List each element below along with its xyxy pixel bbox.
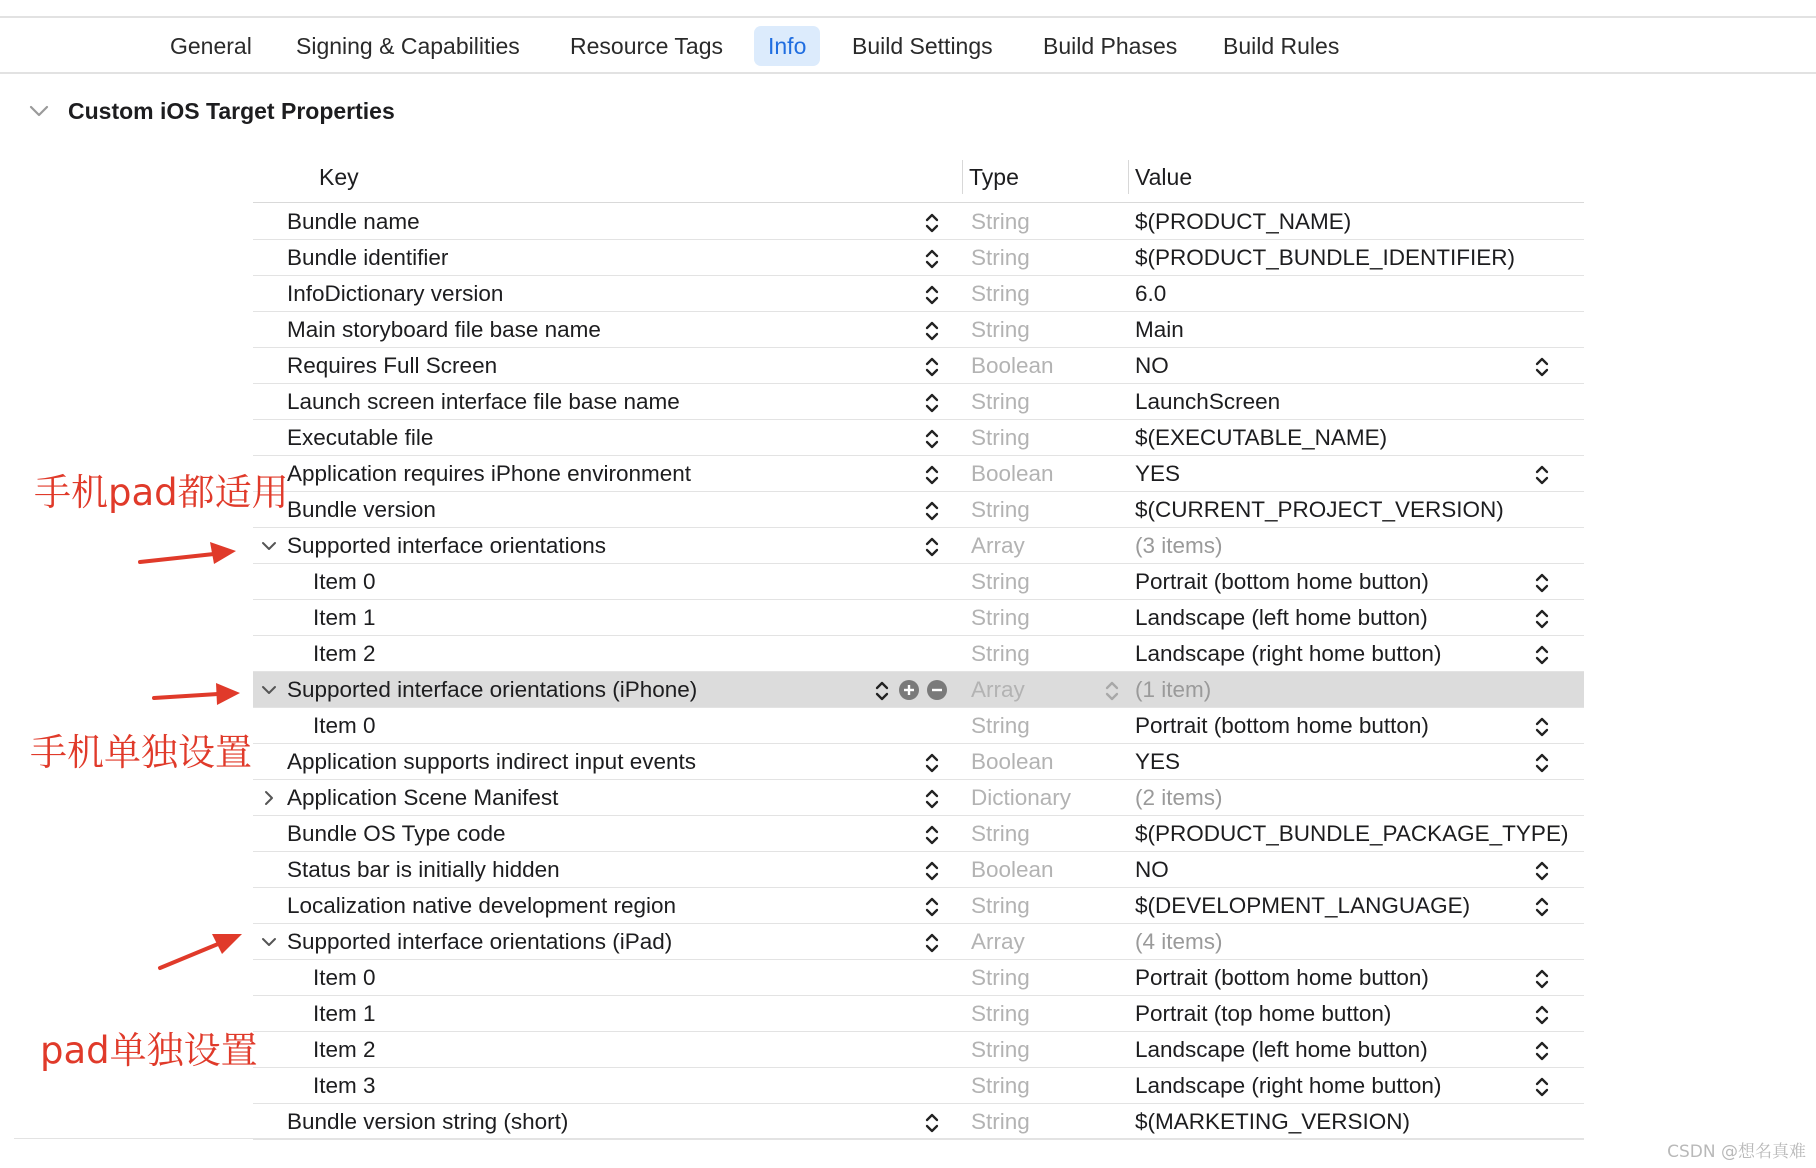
chevron-down-icon[interactable] <box>26 98 52 124</box>
key-cell[interactable]: Item 0 <box>313 569 376 594</box>
value-cell[interactable]: Landscape (right home button) <box>1135 641 1442 666</box>
key-cell[interactable]: Application requires iPhone environment <box>287 461 691 486</box>
type-cell[interactable]: Boolean <box>971 353 1054 378</box>
value-cell[interactable]: Portrait (bottom home button) <box>1135 569 1429 594</box>
section-title: Custom iOS Target Properties <box>68 98 395 124</box>
remove-icon[interactable] <box>926 679 948 701</box>
value-cell[interactable]: YES <box>1135 461 1181 486</box>
key-stepper-icon[interactable] <box>923 750 941 776</box>
value-cell[interactable]: $(DEVELOPMENT_LANGUAGE) <box>1135 893 1471 918</box>
key-cell[interactable]: Item 2 <box>313 641 376 666</box>
key-stepper-icon[interactable] <box>923 426 941 452</box>
annotation-arrow <box>150 680 244 710</box>
value-stepper-icon[interactable] <box>1533 1002 1551 1028</box>
key-cell[interactable]: Bundle name <box>287 209 420 234</box>
key-cell[interactable]: Bundle OS Type code <box>287 821 506 846</box>
bottom-divider <box>14 1138 1584 1139</box>
value-cell[interactable]: Landscape (left home button) <box>1135 605 1428 630</box>
plist-row[interactable] <box>253 1104 1584 1140</box>
key-stepper-icon[interactable] <box>923 498 941 524</box>
column-separator <box>1128 160 1129 194</box>
key-cell[interactable]: Localization native development region <box>287 893 677 918</box>
value-cell[interactable]: NO <box>1135 857 1169 882</box>
key-cell[interactable]: Item 0 <box>313 713 376 738</box>
add-icon[interactable] <box>898 679 920 701</box>
tab-resource-tags[interactable]: Resource Tags <box>570 33 723 59</box>
tab-build-rules[interactable]: Build Rules <box>1223 33 1340 59</box>
value-stepper-icon[interactable] <box>1533 858 1551 884</box>
value-stepper-icon[interactable] <box>1533 642 1551 668</box>
column-header-key[interactable]: Key <box>319 164 359 190</box>
type-cell[interactable]: String <box>971 1073 1030 1098</box>
key-stepper-icon[interactable] <box>923 822 941 848</box>
type-cell[interactable]: String <box>971 389 1030 414</box>
tab-info[interactable]: Info <box>754 26 820 66</box>
type-cell[interactable]: String <box>971 965 1030 990</box>
key-stepper-icon[interactable] <box>923 210 941 236</box>
type-cell[interactable]: String <box>971 569 1030 594</box>
plist-row[interactable] <box>253 888 1584 924</box>
value-cell[interactable]: Portrait (bottom home button) <box>1135 713 1429 738</box>
tab-build-phases[interactable]: Build Phases <box>1043 33 1178 59</box>
value-cell[interactable]: $(PRODUCT_BUNDLE_PACKAGE_TYPE) <box>1135 821 1569 846</box>
key-cell[interactable]: Bundle version string (short) <box>287 1109 569 1134</box>
type-cell[interactable]: String <box>971 1037 1030 1062</box>
plist-row[interactable] <box>253 384 1584 420</box>
plist-row[interactable] <box>253 924 1584 960</box>
plist-child-row[interactable] <box>253 600 1584 636</box>
plist-row[interactable] <box>253 492 1584 528</box>
column-header-type[interactable]: Type <box>969 164 1019 190</box>
plist-row[interactable] <box>253 852 1584 888</box>
key-stepper-icon[interactable] <box>923 282 941 308</box>
plist-row[interactable] <box>253 780 1584 816</box>
key-cell[interactable]: Launch screen interface file base name <box>287 389 680 414</box>
value-cell[interactable]: $(MARKETING_VERSION) <box>1135 1109 1411 1134</box>
key-stepper-icon[interactable] <box>923 390 941 416</box>
plist-child-row[interactable] <box>253 564 1584 600</box>
value-cell[interactable]: $(PRODUCT_BUNDLE_IDENTIFIER) <box>1135 245 1516 270</box>
plist-row[interactable] <box>253 528 1584 564</box>
key-cell[interactable]: Bundle version <box>287 497 436 522</box>
value-cell[interactable]: (1 item) <box>1135 677 1212 702</box>
key-cell[interactable]: Item 3 <box>313 1073 376 1098</box>
value-stepper-icon[interactable] <box>1533 570 1551 596</box>
plist-child-row[interactable] <box>253 996 1584 1032</box>
key-cell[interactable]: Item 2 <box>313 1037 376 1062</box>
editor-tab-bar <box>0 18 1816 72</box>
key-cell[interactable]: Bundle identifier <box>287 245 449 270</box>
key-stepper-icon[interactable] <box>923 246 941 272</box>
header-divider <box>253 202 1584 203</box>
annotation-arrow <box>136 538 240 568</box>
key-cell[interactable]: Supported interface orientations (iPad) <box>287 929 673 954</box>
type-stepper-icon[interactable] <box>1103 678 1121 704</box>
type-cell[interactable]: Array <box>971 533 1025 558</box>
plist-row[interactable] <box>253 204 1584 240</box>
annotation-arrow <box>156 928 246 972</box>
value-cell[interactable]: (3 items) <box>1135 533 1223 558</box>
column-header-value[interactable]: Value <box>1135 164 1193 190</box>
type-cell[interactable]: String <box>971 821 1030 846</box>
type-cell[interactable]: Array <box>971 677 1025 702</box>
value-stepper-icon[interactable] <box>1533 714 1551 740</box>
annotation-both-devices: 手机pad都适用 <box>34 471 289 514</box>
plist-row[interactable] <box>253 348 1584 384</box>
plist-row[interactable] <box>253 312 1584 348</box>
value-stepper-icon[interactable] <box>1533 894 1551 920</box>
key-stepper-icon[interactable] <box>923 894 941 920</box>
chevron-right-icon[interactable] <box>259 788 279 808</box>
key-cell[interactable]: Executable file <box>287 425 434 450</box>
key-stepper-icon[interactable] <box>923 534 941 560</box>
type-cell[interactable]: Dictionary <box>971 785 1072 810</box>
key-stepper-icon[interactable] <box>923 462 941 488</box>
annotation-ipad-only: pad单独设置 <box>40 1029 258 1072</box>
value-stepper-icon[interactable] <box>1533 966 1551 992</box>
key-cell[interactable]: InfoDictionary version <box>287 281 504 306</box>
key-cell[interactable]: Main storyboard file base name <box>287 317 601 342</box>
chevron-down-icon[interactable] <box>259 932 279 952</box>
value-stepper-icon[interactable] <box>1533 354 1551 380</box>
value-stepper-icon[interactable] <box>1533 750 1551 776</box>
type-cell[interactable]: String <box>971 1001 1030 1026</box>
key-cell[interactable]: Item 1 <box>313 605 376 630</box>
plist-row[interactable] <box>253 816 1584 852</box>
plist-child-row[interactable] <box>253 636 1584 672</box>
type-cell[interactable]: String <box>971 281 1030 306</box>
value-cell[interactable]: Landscape (left home button) <box>1135 1037 1428 1062</box>
watermark: CSDN @想名真难 <box>1667 1142 1806 1162</box>
key-cell[interactable]: Supported interface orientations (iPhone) <box>287 677 698 702</box>
key-cell[interactable]: Item 0 <box>313 965 376 990</box>
type-cell[interactable]: Boolean <box>971 461 1054 486</box>
type-cell[interactable]: Boolean <box>971 749 1054 774</box>
key-stepper-icon[interactable] <box>923 930 941 956</box>
plist-row[interactable] <box>253 456 1584 492</box>
key-stepper-icon[interactable] <box>873 678 891 704</box>
value-cell[interactable]: (4 items) <box>1135 929 1223 954</box>
key-cell[interactable]: Application Scene Manifest <box>287 785 559 810</box>
tab-signing-capabilities[interactable]: Signing & Capabilities <box>296 33 520 59</box>
value-cell[interactable]: (2 items) <box>1135 785 1223 810</box>
column-separator <box>962 160 963 194</box>
plist-row[interactable] <box>253 240 1584 276</box>
value-stepper-icon[interactable] <box>1533 462 1551 488</box>
value-cell[interactable]: LaunchScreen <box>1135 389 1281 414</box>
plist-row[interactable] <box>253 672 1584 708</box>
plist-child-row[interactable] <box>253 1068 1584 1104</box>
type-cell[interactable]: String <box>971 605 1030 630</box>
type-cell[interactable]: String <box>971 893 1030 918</box>
key-cell[interactable]: Application supports indirect input events <box>287 749 696 774</box>
type-cell[interactable]: String <box>971 497 1030 522</box>
value-cell[interactable]: YES <box>1135 749 1181 774</box>
key-cell[interactable]: Requires Full Screen <box>287 353 498 378</box>
value-cell[interactable]: $(PRODUCT_NAME) <box>1135 209 1352 234</box>
plist-row[interactable] <box>253 420 1584 456</box>
tab-build-settings[interactable]: Build Settings <box>852 33 993 59</box>
value-stepper-icon[interactable] <box>1533 1074 1551 1100</box>
type-cell[interactable]: Boolean <box>971 857 1054 882</box>
tab-divider <box>0 72 1816 74</box>
value-stepper-icon[interactable] <box>1533 606 1551 632</box>
key-stepper-icon[interactable] <box>923 858 941 884</box>
value-stepper-icon[interactable] <box>1533 1038 1551 1064</box>
key-cell[interactable]: Status bar is initially hidden <box>287 857 560 882</box>
annotation-iphone-only: 手机单独设置 <box>30 731 252 774</box>
plist-child-row[interactable] <box>253 708 1584 744</box>
value-cell[interactable]: NO <box>1135 353 1169 378</box>
plist-row[interactable] <box>253 276 1584 312</box>
key-cell[interactable]: Supported interface orientations <box>287 533 606 558</box>
value-cell[interactable]: $(CURRENT_PROJECT_VERSION) <box>1135 497 1504 522</box>
type-cell[interactable]: String <box>971 317 1030 342</box>
type-cell[interactable]: String <box>971 1109 1030 1134</box>
tab-general[interactable]: General <box>170 33 252 59</box>
type-cell[interactable]: String <box>971 425 1030 450</box>
type-cell[interactable]: String <box>971 641 1030 666</box>
value-cell[interactable]: $(EXECUTABLE_NAME) <box>1135 425 1388 450</box>
chevron-down-icon[interactable] <box>259 680 279 700</box>
value-cell[interactable]: Landscape (right home button) <box>1135 1073 1442 1098</box>
value-cell[interactable]: Main <box>1135 317 1184 342</box>
type-cell[interactable]: String <box>971 245 1030 270</box>
key-stepper-icon[interactable] <box>923 1110 941 1136</box>
value-cell[interactable]: 6.0 <box>1135 281 1167 306</box>
plist-row[interactable] <box>253 744 1584 780</box>
value-cell[interactable]: Portrait (top home button) <box>1135 1001 1392 1026</box>
value-cell[interactable]: Portrait (bottom home button) <box>1135 965 1429 990</box>
type-cell[interactable]: String <box>971 209 1030 234</box>
type-cell[interactable]: Array <box>971 929 1025 954</box>
plist-child-row[interactable] <box>253 1032 1584 1068</box>
chevron-down-icon[interactable] <box>259 536 279 556</box>
key-stepper-icon[interactable] <box>923 354 941 380</box>
type-cell[interactable]: String <box>971 713 1030 738</box>
key-stepper-icon[interactable] <box>923 786 941 812</box>
plist-child-row[interactable] <box>253 960 1584 996</box>
key-stepper-icon[interactable] <box>923 318 941 344</box>
key-cell[interactable]: Item 1 <box>313 1001 376 1026</box>
